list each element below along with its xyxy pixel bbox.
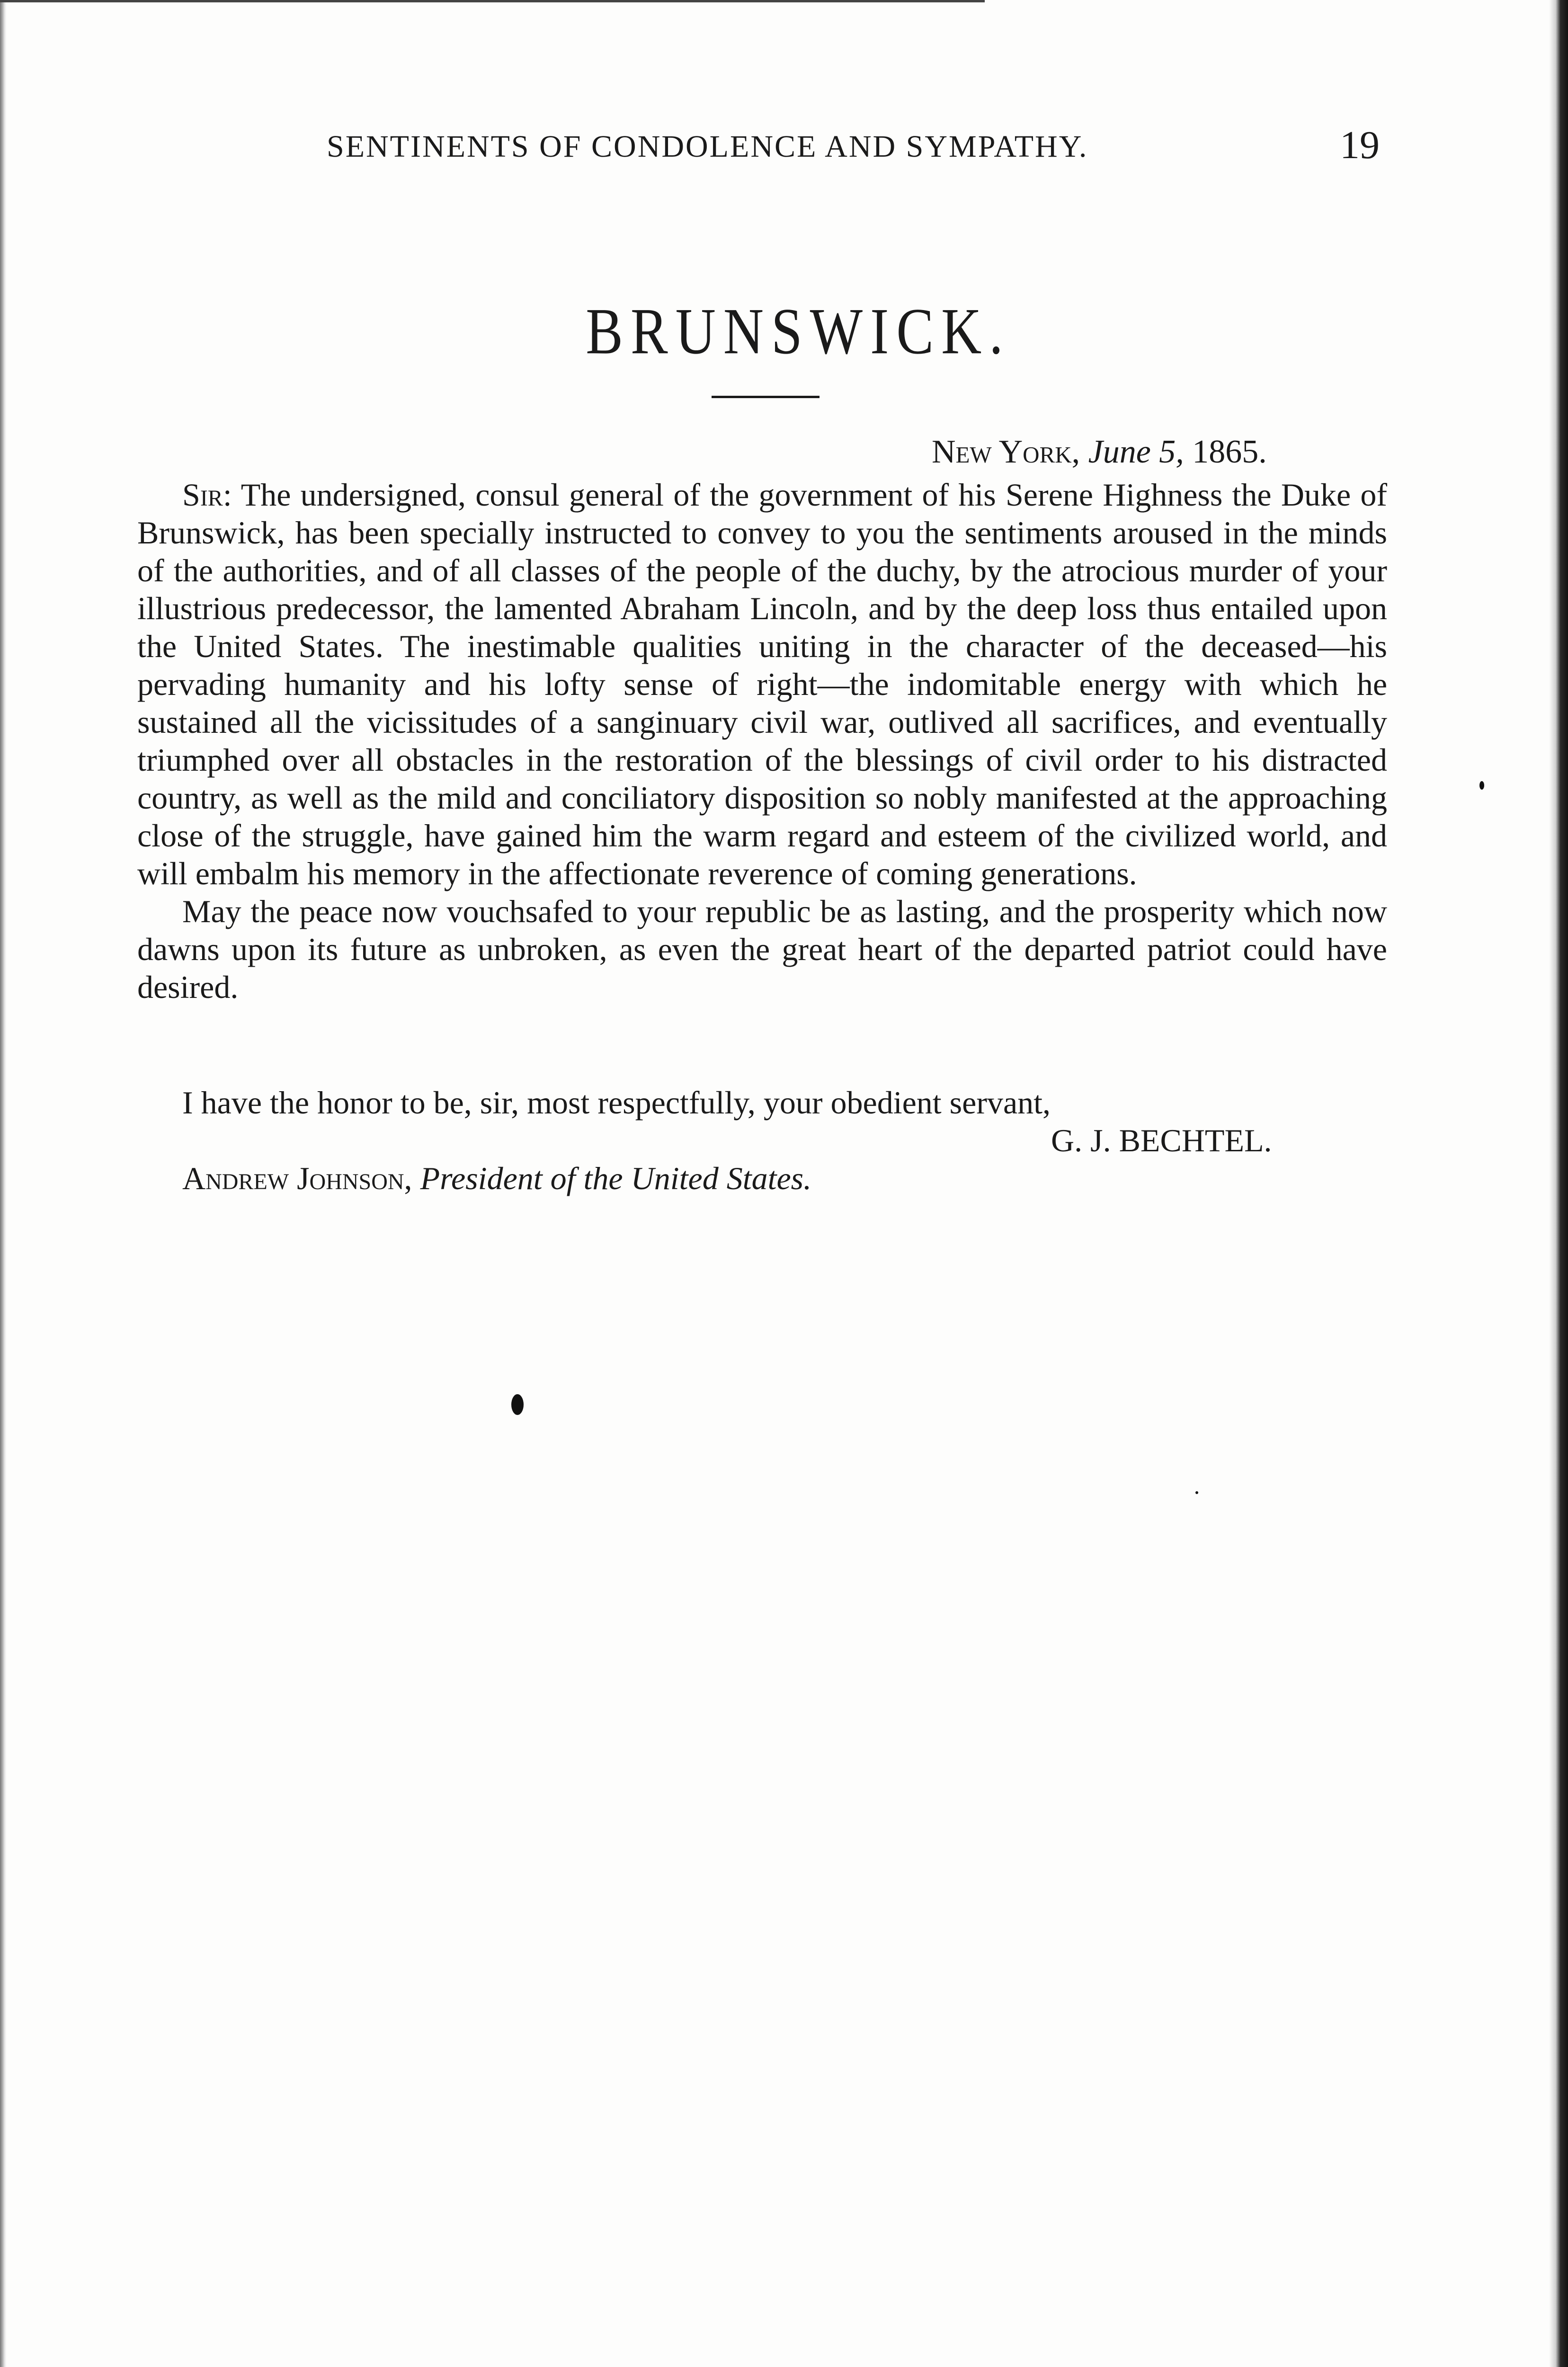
letter-paragraph [137, 476, 1387, 892]
dateline-date: June 5, [1088, 434, 1184, 470]
scan-edge-top [0, 0, 985, 2]
title-rule [712, 396, 820, 398]
ink-speck [1479, 781, 1484, 790]
salutation: Sir: [182, 477, 232, 513]
page-number: 19 [1340, 123, 1380, 167]
letter-body [137, 476, 1387, 1006]
letter-closing: I have the honor to be, sir, most respectfully, your obedient servant, [182, 1085, 1051, 1121]
dateline-year: 1865. [1192, 434, 1267, 470]
addressee-title: President of the United States. [420, 1160, 812, 1196]
paragraph-text: The undersigned, consul general of the government of his Serene Highness the Duke of Brunswick, has been specially instructed to convey to you the sentiments aroused in the minds of the authorities, and of all classes of the people of the duchy, by the atrocious murder of your illustrious predecessor, the lamented Abraham Lincoln, and by the deep loss thus entailed upon the United States. The inestimable qualities uniting in the character of the deceased—his pervading humanity and his lofty sense of right—the indomitable energy with which he sustained all the vicissitudes of a sanginuary civil war, outlived all sacrifices, and eventually triumphed over all obstacles in the restoration of the blessings of civil order to his distracted country, as well as the mild and conciliatory disposition so nobly manifested at the approaching close of the struggle, have gained him the warm regard and esteem of the civilized world, and will embalm his memory in the affectionate reverence of coming generations. [137, 477, 1387, 891]
signature: G. J. BECHTEL. [1051, 1122, 1272, 1158]
letter-paragraph: May the peace now vouchsafed to your republic be as lasting, and the prosperity which now dawns upon its future as unbroken, as even the great heart of the departed patriot could have desired. [137, 893, 1387, 1005]
ink-blot [511, 1394, 524, 1415]
addressee-name: Andrew Johnson, [182, 1160, 412, 1196]
dateline [932, 433, 1267, 471]
running-title: SENTINENTS OF CONDOLENCE AND SYMPATHY. [327, 129, 1088, 164]
section-title: BRUNSWICK. [586, 294, 1011, 368]
dateline-place: New York, [932, 434, 1080, 470]
ink-speck [1195, 1491, 1198, 1494]
addressee [182, 1160, 811, 1197]
